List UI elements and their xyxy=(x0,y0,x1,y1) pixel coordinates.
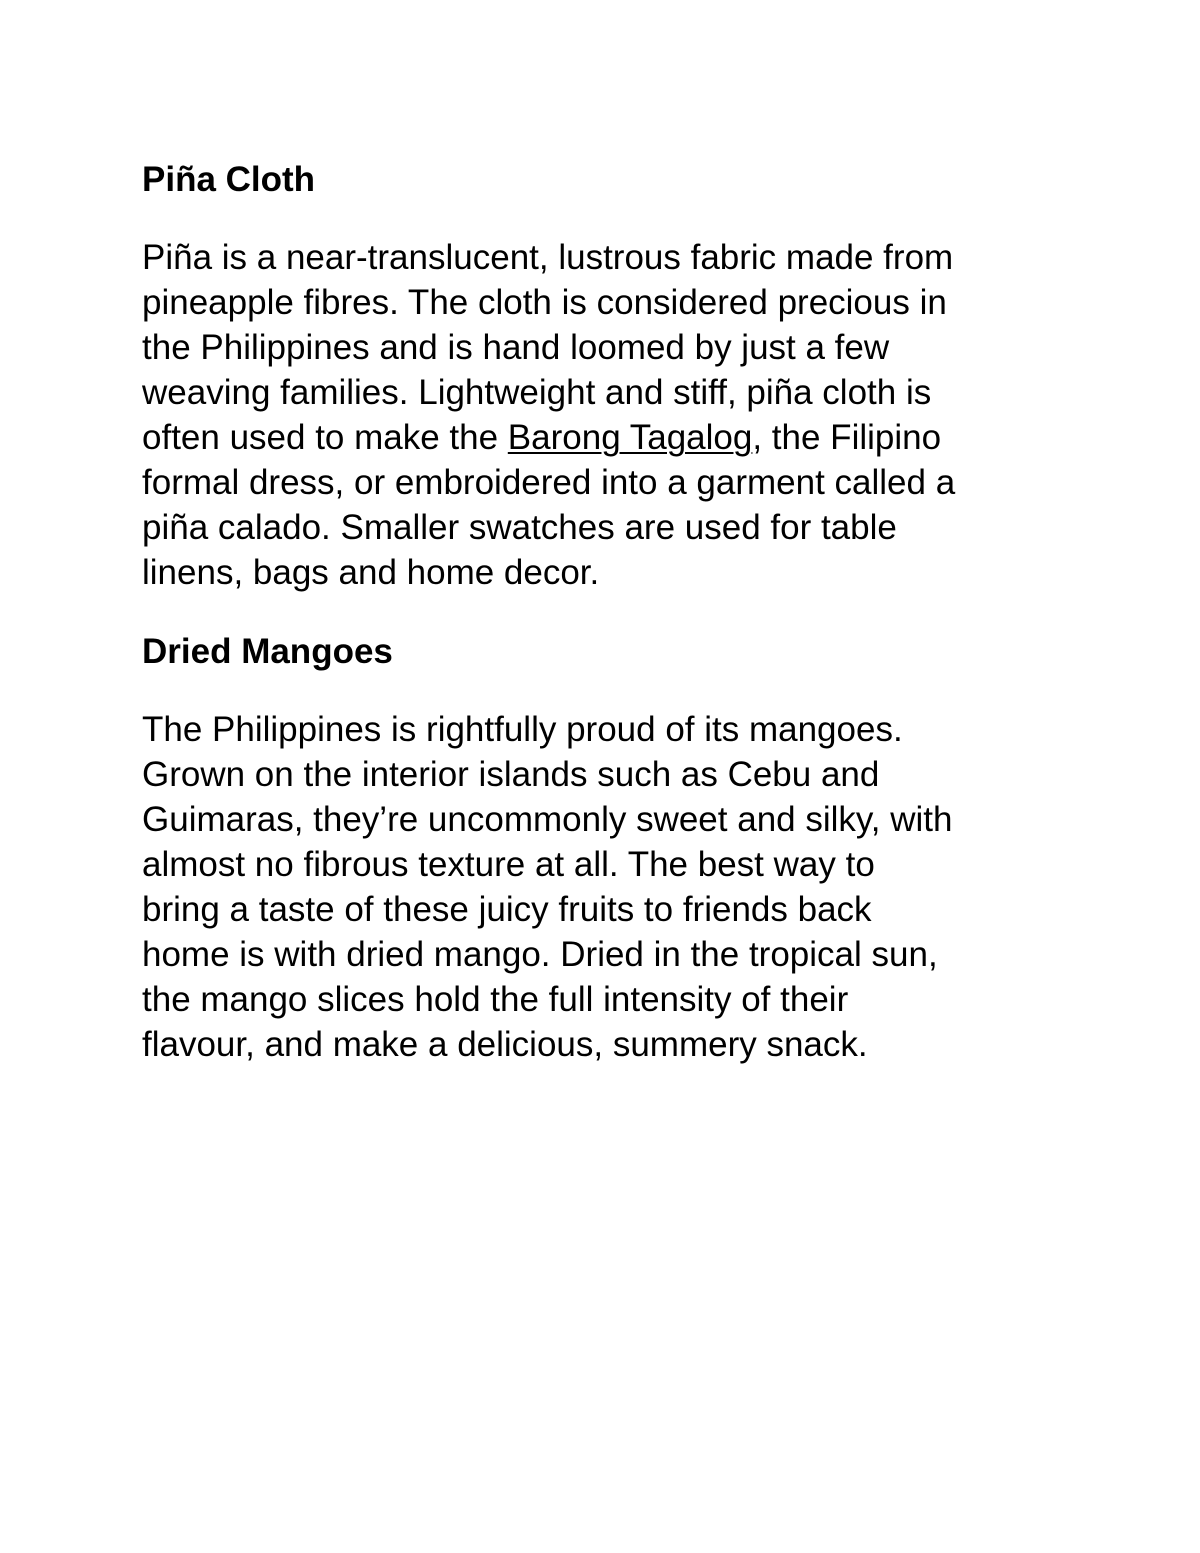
paragraph-line: the Philippines and is hand loomed by just a few xyxy=(142,328,890,367)
section-paragraph-pina-cloth xyxy=(142,235,1072,595)
paragraph-line: flavour, and make a delicious, summery snack. xyxy=(142,1025,868,1064)
paragraph-line: The Philippines is rightfully proud of its mangoes. xyxy=(142,710,903,749)
barong-tagalog-link[interactable]: Barong Tagalog xyxy=(507,418,753,457)
link-line-after: , the Filipino xyxy=(752,418,942,457)
section-heading-pina-cloth: Piña Cloth xyxy=(142,160,316,199)
link-line-before: often used to make the xyxy=(142,418,508,457)
section-heading-dried-mangoes: Dried Mangoes xyxy=(142,632,393,671)
paragraph-line: formal dress, or embroidered into a garment called a xyxy=(142,463,956,502)
paragraph-line: weaving families. Lightweight and stiff, piña cloth is xyxy=(142,373,932,412)
section-paragraph-dried-mangoes xyxy=(142,707,1072,1067)
paragraph-line: the mango slices hold the full intensity of their xyxy=(142,980,849,1019)
paragraph-line: almost no fibrous texture at all. The best way to xyxy=(142,845,875,884)
paragraph-line: Piña is a near-translucent, lustrous fabric made from xyxy=(142,238,954,277)
paragraph-line: piña calado. Smaller swatches are used for table xyxy=(142,508,897,547)
paragraph-line: linens, bags and home decor. xyxy=(142,553,600,592)
paragraph-line: Grown on the interior islands such as Cebu and xyxy=(142,755,880,794)
paragraph-line: pineapple fibres. The cloth is considered precious in xyxy=(142,283,947,322)
paragraph-line-with-link xyxy=(142,415,1072,460)
paragraph-line: Guimaras, they’re uncommonly sweet and silky, with xyxy=(142,800,953,839)
paragraph-line: home is with dried mango. Dried in the tropical sun, xyxy=(142,935,938,974)
paragraph-line: bring a taste of these juicy fruits to friends back xyxy=(142,890,872,929)
document-page xyxy=(142,158,1072,1067)
